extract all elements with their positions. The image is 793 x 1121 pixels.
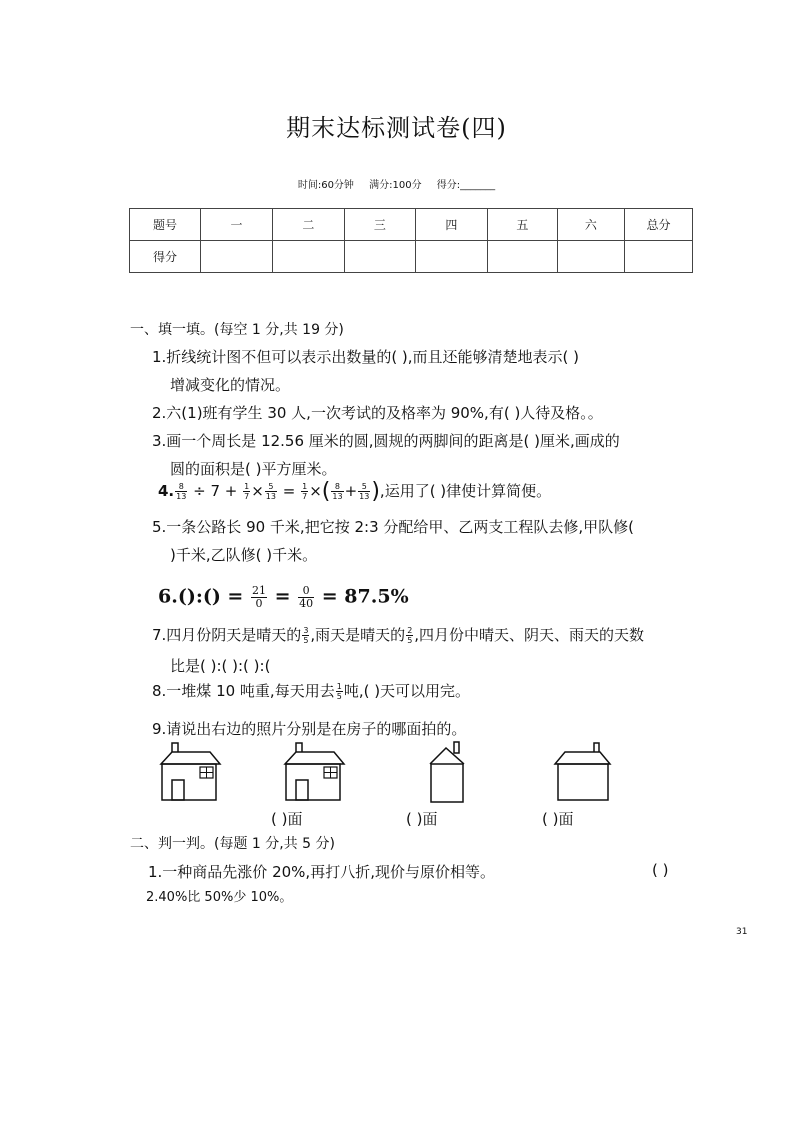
operator: = (282, 482, 296, 500)
ratio-lead: 6.():() = (158, 585, 244, 608)
wall (286, 764, 340, 800)
door (296, 780, 308, 800)
paren-close: ) (371, 479, 380, 504)
denominator: 13 (265, 492, 276, 501)
numerator: 1 (302, 482, 308, 491)
question-3-line2: 圆的面积是( )平方厘米。 (170, 460, 337, 478)
fraction (243, 482, 250, 501)
table-cell: 三 (344, 209, 415, 241)
score-cell[interactable] (200, 241, 272, 273)
question-3-line1: 3.画一个周长是 12.56 厘米的圆,圆规的两脚间的距离是( )厘米,画成的 (152, 432, 620, 450)
numerator: 1 (336, 682, 342, 691)
paren-open: ( (321, 479, 331, 504)
fraction (175, 482, 187, 501)
score-table-score-row (130, 241, 693, 273)
roof (555, 752, 610, 764)
wall (431, 764, 463, 802)
fraction (406, 626, 413, 645)
table-cell: 二 (272, 209, 344, 241)
score-table-header-row (130, 209, 693, 241)
percent-value: = 87.5% (321, 585, 409, 608)
question-7-line2: 比是( ):( ):( ):( (170, 657, 271, 675)
question-5-line2: )千米,乙队修( )千米。 (170, 546, 318, 564)
question-1-line2: 增减变化的情况。 (170, 376, 291, 394)
denominator: 7 (244, 492, 250, 501)
house-front-photo-2 (282, 740, 346, 802)
face-answer-2[interactable]: ( )面 (406, 810, 438, 828)
numerator: 8 (331, 482, 343, 492)
denominator: 13 (176, 492, 187, 501)
face-answer-3[interactable]: ( )面 (542, 810, 574, 828)
score-cell[interactable] (487, 241, 557, 273)
score-cell[interactable] (344, 241, 415, 273)
score-cell[interactable] (415, 241, 487, 273)
numerator: 3 (303, 626, 309, 635)
numerator: 1 (244, 482, 250, 491)
numerator: 5 (265, 482, 277, 492)
q8-text: 8.一堆煤 10 吨重,每天用去 (152, 682, 335, 700)
denominator: 7 (302, 492, 308, 501)
house-front-photo (158, 740, 222, 802)
fraction (358, 482, 370, 501)
numerator: 8 (175, 482, 187, 492)
door (172, 780, 184, 800)
denominator: 5 (303, 636, 309, 645)
q7-text: 7.四月份阴天是晴天的 (152, 626, 302, 644)
section1-heading: 一、填一填。(每空 1 分,共 19 分) (130, 322, 344, 338)
page-number: 31 (736, 927, 748, 937)
chimney (454, 742, 459, 753)
table-cell: 总分 (624, 209, 692, 241)
denominator: 5 (407, 636, 413, 645)
fraction (251, 585, 267, 610)
table-cell: 四 (415, 209, 487, 241)
question-9: 9.请说出右边的照片分别是在房子的哪面拍的。 (152, 720, 467, 738)
roof (161, 752, 220, 764)
judge-answer-1[interactable]: ( ) (652, 861, 669, 879)
numerator: 0 (298, 585, 314, 598)
denominator: 13 (332, 492, 343, 501)
table-cell: 六 (557, 209, 624, 241)
q7-text: ,雨天是晴天的 (310, 626, 406, 644)
q7-text: ,四月份中晴天、阴天、雨天的天数 (414, 626, 645, 644)
operator: × (251, 482, 264, 500)
table-cell: 五 (487, 209, 557, 241)
question-1-line1: 1.折线统计图不但可以表示出数量的( ),而且还能够清楚地表示( ) (152, 348, 580, 366)
question-number: 4. (158, 482, 175, 500)
question-6 (158, 585, 409, 610)
wall (162, 764, 216, 800)
question-7-line1 (152, 624, 644, 645)
score-cell[interactable] (557, 241, 624, 273)
time-limit: 时间:60分钟 (297, 180, 354, 191)
numerator: 5 (358, 482, 370, 492)
denominator: 5 (336, 692, 342, 701)
fraction (298, 585, 314, 610)
question-2: 2.六(1)班有学生 30 人,一次考试的及格率为 90%,有( )人待及格。。 (152, 404, 603, 422)
wall (558, 764, 608, 800)
exam-meta (0, 176, 793, 191)
question-5-line1: 5.一条公路长 90 千米,把它按 2:3 分配给甲、乙两支工程队去修,甲队修( (152, 518, 635, 536)
operator: + (344, 482, 358, 500)
section2-heading: 二、判一判。(每题 1 分,共 5 分) (130, 836, 335, 852)
operator: × (309, 482, 322, 500)
fraction (301, 482, 308, 501)
table-cell: 题号 (130, 209, 201, 241)
operator: = (274, 585, 291, 608)
operator: ÷ 7 + (193, 482, 238, 500)
denominator: 13 (359, 492, 370, 501)
question-4-tail: ,运用了( )律使计算简便。 (379, 482, 552, 500)
numerator: 2 (407, 626, 413, 635)
fraction (265, 482, 277, 501)
face-answer-1[interactable]: ( )面 (271, 810, 303, 828)
fraction (331, 482, 343, 501)
table-cell: 得分 (130, 241, 201, 273)
roof (285, 752, 344, 764)
page-title: 期末达标测试卷(四) (286, 114, 507, 142)
fraction (336, 682, 343, 701)
score-table (129, 208, 693, 273)
judge-question-1: 1.一种商品先涨价 20%,再打八折,现价与原价相等。 (148, 863, 495, 881)
fraction (302, 626, 309, 645)
house-back-photo (552, 740, 614, 802)
q8-text: 吨,( )天可以用完。 (343, 682, 471, 700)
numerator: 21 (251, 584, 266, 597)
score-field: 得分:_______ (436, 180, 496, 191)
score-cell[interactable] (624, 241, 692, 273)
score-cell[interactable] (272, 241, 344, 273)
question-4 (158, 479, 551, 504)
denominator: 40 (299, 597, 314, 610)
table-cell: 一 (200, 209, 272, 241)
question-8 (152, 680, 470, 701)
full-score: 满分:100分 (369, 180, 422, 191)
judge-question-2: 2.40%比 50%少 10%。 (146, 890, 293, 905)
house-side-photo (426, 740, 470, 804)
denominator: 0 (255, 597, 263, 610)
